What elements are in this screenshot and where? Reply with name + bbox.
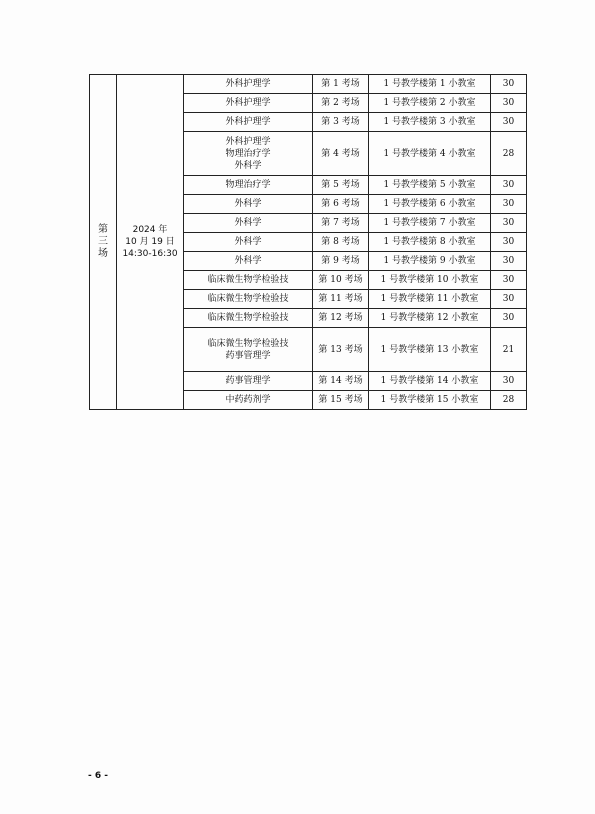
session-label-char: 三 <box>98 236 108 247</box>
subject-cell <box>184 309 313 328</box>
exam-room-cell: 第 4 考场 <box>313 132 369 176</box>
student-count-cell: 30 <box>491 309 527 328</box>
exam-room-cell: 第 7 考场 <box>313 214 369 233</box>
subject-name: 外科学 <box>234 237 262 247</box>
location-cell: 1 号教学楼第 5 小教室 <box>369 176 491 195</box>
location-cell: 1 号教学楼第 3 小教室 <box>369 113 491 132</box>
exam-room-cell: 第 9 考场 <box>313 252 369 271</box>
location-cell: 1 号教学楼第 10 小教室 <box>369 271 491 290</box>
location-cell: 1 号教学楼第 8 小教室 <box>369 233 491 252</box>
exam-room-cell: 第 2 考场 <box>313 94 369 113</box>
session-label-char: 第 <box>98 224 108 235</box>
subject-name: 外科学 <box>234 160 262 171</box>
subject-name: 物理治疗学 <box>225 180 271 190</box>
location-cell: 1 号教学楼第 1 小教室 <box>369 75 491 94</box>
exam-room-cell: 第 10 考场 <box>313 271 369 290</box>
exam-room-cell: 第 14 考场 <box>313 372 369 391</box>
subject-cell <box>184 214 313 233</box>
subject-cell <box>184 290 313 309</box>
exam-datetime-line2: 10 月 19 日 <box>125 237 175 247</box>
student-count-cell: 30 <box>491 271 527 290</box>
subject-name: 外科护理学 <box>225 79 271 89</box>
subject-name: 外科护理学 <box>225 136 271 147</box>
subject-name: 临床微生物学检验技 <box>207 294 289 304</box>
student-count-cell: 30 <box>491 214 527 233</box>
exam-schedule-table <box>89 74 527 410</box>
subject-name: 药事管理学 <box>225 350 271 361</box>
subject-cell <box>184 132 313 176</box>
subject-name: 临床微生物学检验技 <box>207 275 289 285</box>
subject-cell <box>184 75 313 94</box>
exam-room-cell: 第 11 考场 <box>313 290 369 309</box>
exam-room-cell: 第 12 考场 <box>313 309 369 328</box>
student-count-cell: 30 <box>491 290 527 309</box>
location-cell: 1 号教学楼第 9 小教室 <box>369 252 491 271</box>
subject-name: 外科学 <box>234 199 262 209</box>
location-cell: 1 号教学楼第 13 小教室 <box>369 328 491 372</box>
student-count-cell: 30 <box>491 94 527 113</box>
exam-datetime-cell <box>117 75 184 410</box>
subject-name: 中药药剂学 <box>225 395 271 405</box>
location-cell: 1 号教学楼第 6 小教室 <box>369 195 491 214</box>
student-count-cell: 30 <box>491 233 527 252</box>
student-count-cell: 30 <box>491 176 527 195</box>
session-cell <box>90 75 117 410</box>
subject-cell <box>184 176 313 195</box>
session-label-char: 场 <box>98 248 108 259</box>
student-count-cell: 21 <box>491 328 527 372</box>
exam-schedule-body <box>90 75 527 410</box>
subject-name: 临床微生物学检验技 <box>207 338 289 349</box>
subject-cell <box>184 328 313 372</box>
student-count-cell: 30 <box>491 252 527 271</box>
student-count-cell: 28 <box>491 132 527 176</box>
student-count-cell: 30 <box>491 372 527 391</box>
subject-cell <box>184 195 313 214</box>
location-cell: 1 号教学楼第 14 小教室 <box>369 372 491 391</box>
subject-cell <box>184 113 313 132</box>
student-count-cell: 30 <box>491 75 527 94</box>
subject-cell <box>184 252 313 271</box>
subject-name: 物理治疗学 <box>225 148 271 159</box>
location-cell: 1 号教学楼第 12 小教室 <box>369 309 491 328</box>
location-cell: 1 号教学楼第 2 小教室 <box>369 94 491 113</box>
subject-name: 临床微生物学检验技 <box>207 313 289 323</box>
exam-room-cell: 第 8 考场 <box>313 233 369 252</box>
subject-cell <box>184 94 313 113</box>
subject-cell <box>184 271 313 290</box>
subject-name: 外科护理学 <box>225 117 271 127</box>
location-cell: 1 号教学楼第 15 小教室 <box>369 391 491 410</box>
student-count-cell: 28 <box>491 391 527 410</box>
subject-cell <box>184 391 313 410</box>
student-count-cell: 30 <box>491 113 527 132</box>
subject-name: 药事管理学 <box>225 376 271 386</box>
exam-room-cell: 第 3 考场 <box>313 113 369 132</box>
exam-room-cell: 第 1 考场 <box>313 75 369 94</box>
subject-name: 外科护理学 <box>225 98 271 108</box>
exam-datetime-line3: 14:30-16:30 <box>122 249 178 259</box>
student-count-cell: 30 <box>491 195 527 214</box>
subject-name: 外科学 <box>234 218 262 228</box>
exam-room-cell: 第 5 考场 <box>313 176 369 195</box>
location-cell: 1 号教学楼第 7 小教室 <box>369 214 491 233</box>
table-row <box>90 75 527 94</box>
exam-room-cell: 第 6 考场 <box>313 195 369 214</box>
location-cell: 1 号教学楼第 11 小教室 <box>369 290 491 309</box>
exam-room-cell: 第 13 考场 <box>313 328 369 372</box>
exam-room-cell: 第 15 考场 <box>313 391 369 410</box>
subject-cell <box>184 372 313 391</box>
location-cell: 1 号教学楼第 4 小教室 <box>369 132 491 176</box>
subject-name: 外科学 <box>234 256 262 266</box>
subject-cell <box>184 233 313 252</box>
page-number: - 6 - <box>88 771 108 781</box>
exam-datetime-line1: 2024 年 <box>132 225 168 235</box>
